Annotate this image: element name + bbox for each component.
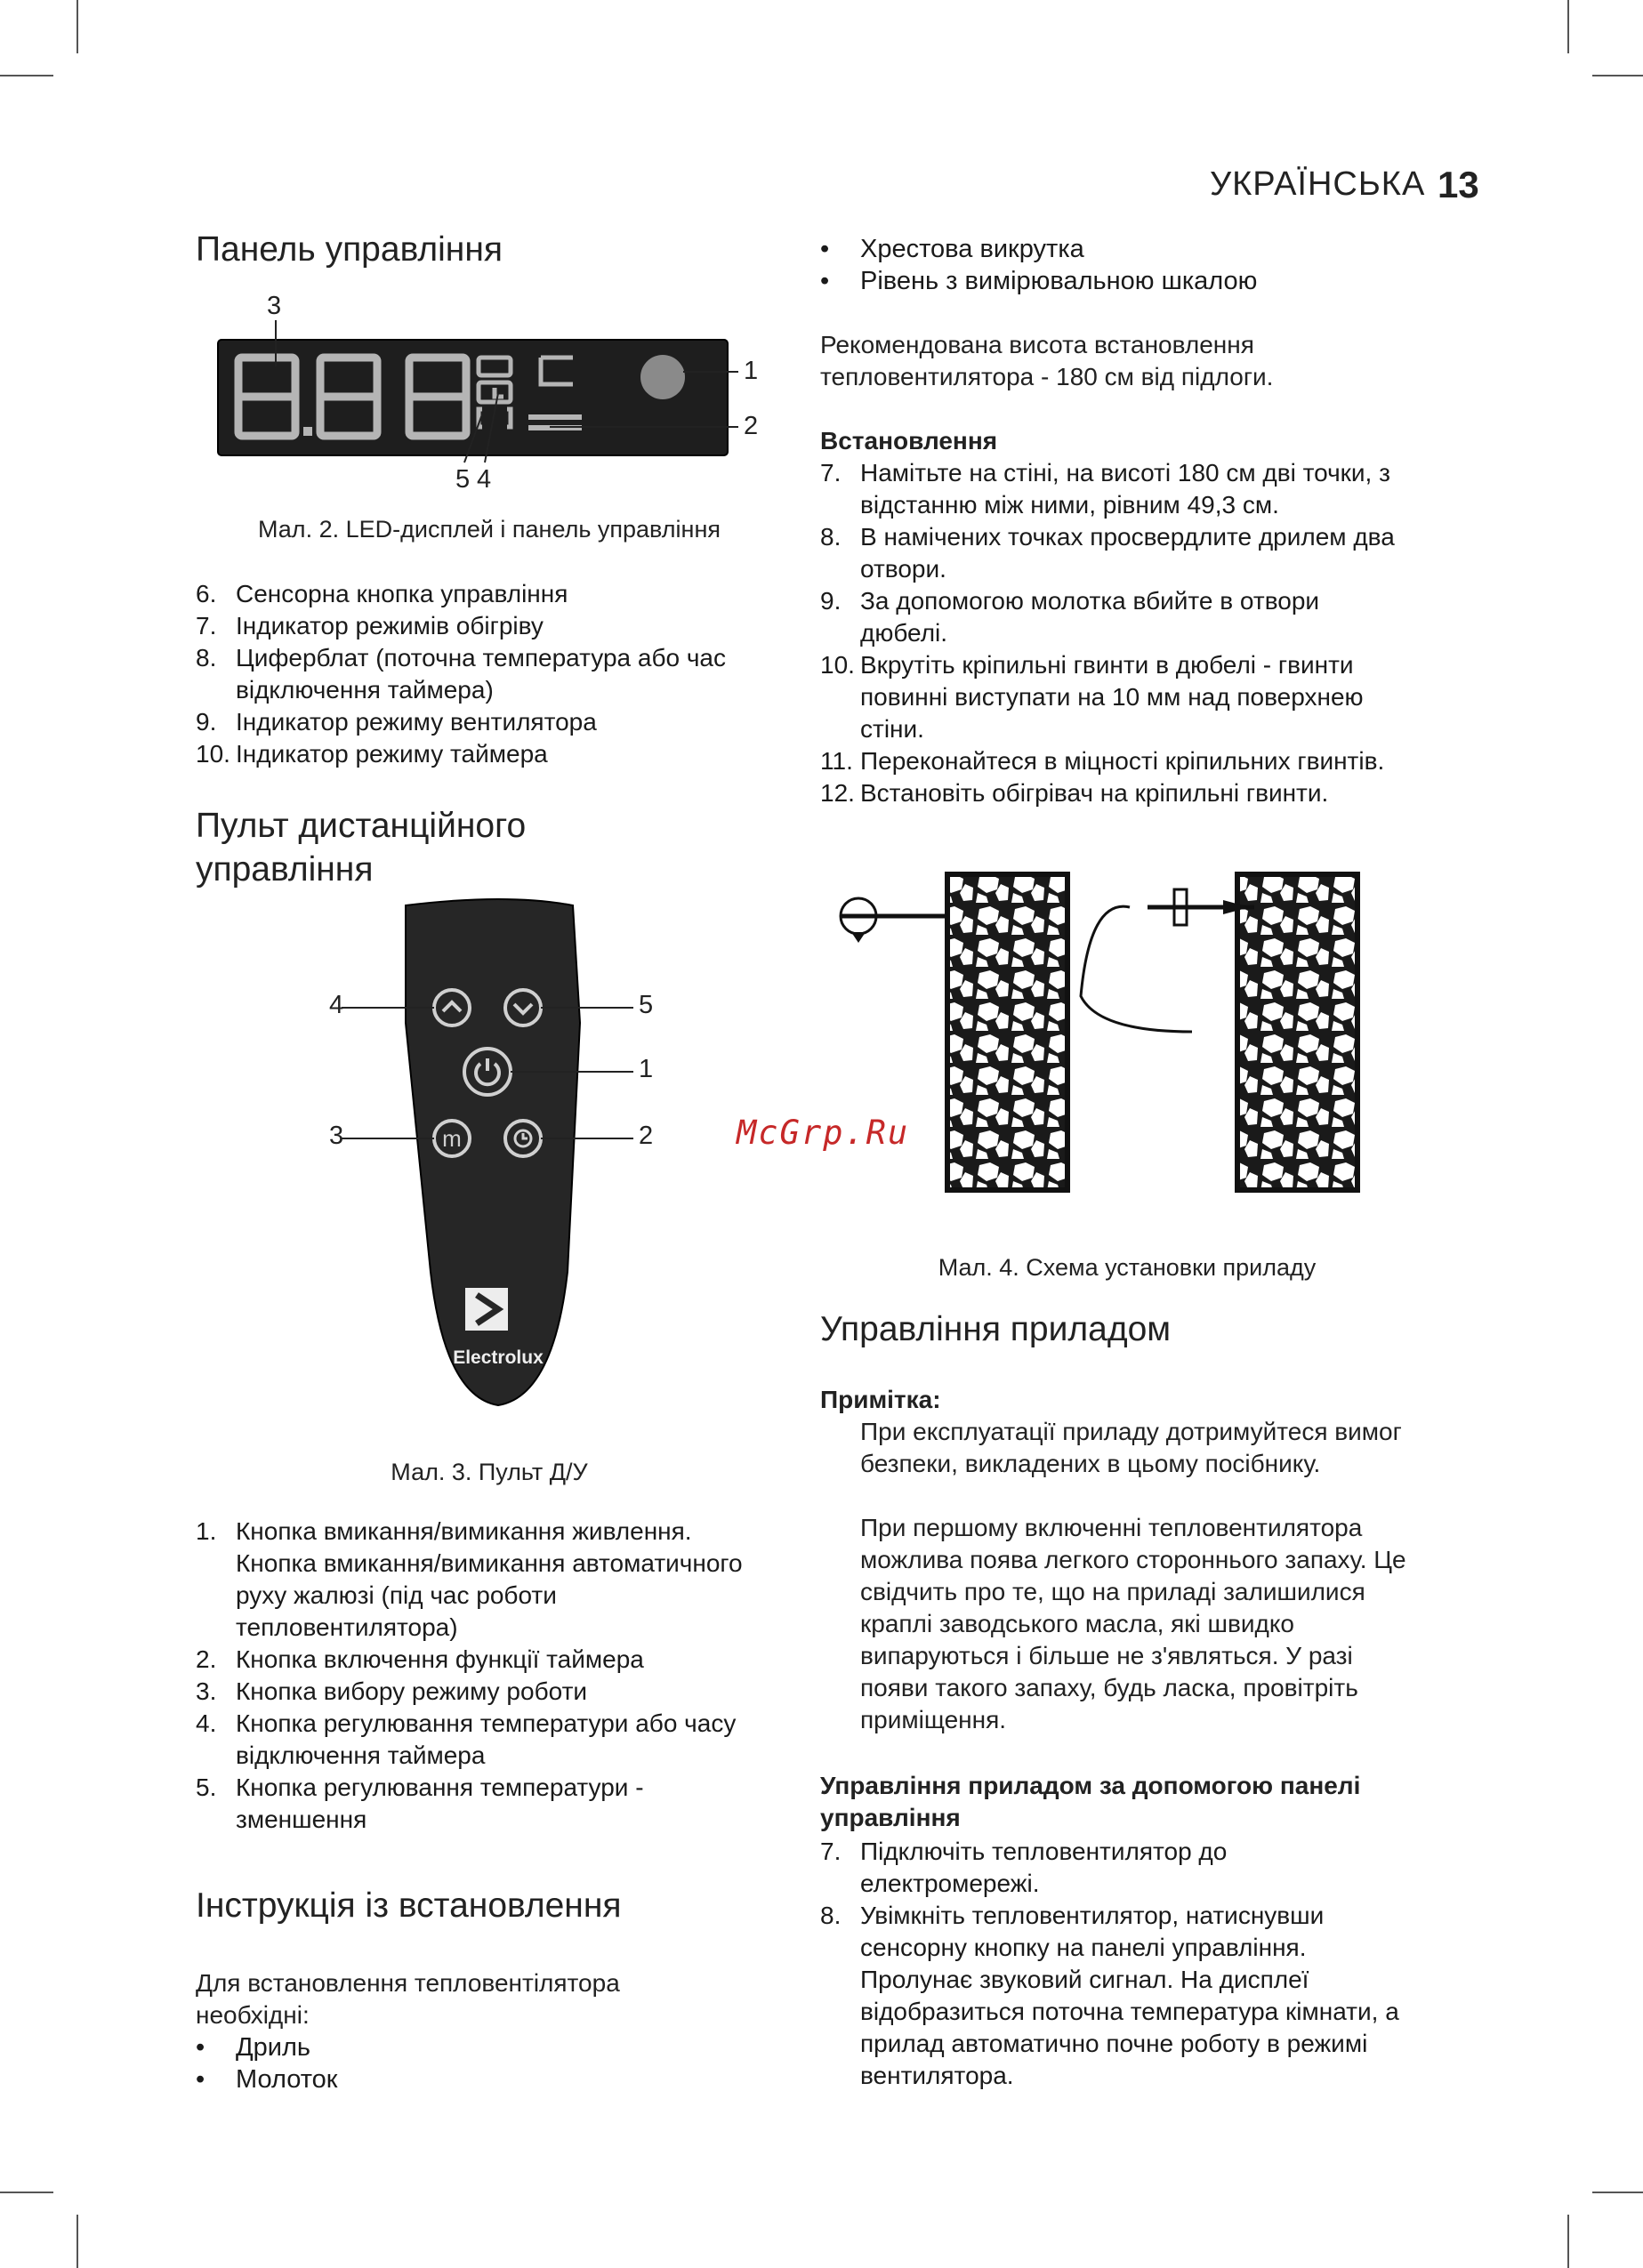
- installation-heading: Встановлення: [820, 427, 998, 454]
- crop-mark: [0, 2192, 53, 2193]
- section-title-control-panel: Панель управління: [196, 230, 503, 269]
- section-title-remote: Пульт дистанційного управління: [196, 807, 527, 889]
- heater-panel-right: [1237, 874, 1357, 1190]
- panel-operation-heading: Управління приладом за допомогою панелі управління: [820, 1772, 1361, 1831]
- note-paragraph-2: При першому включенні тепловентилятора можлива поява легкого стороннього запаху. Це свідчить про те, що на приладі залишилися краплі заводського масла, які швидко випаруються і більше не з'являться. У разі появи такого запаху, будь ласка, провітріть приміщення.: [860, 1514, 1406, 1733]
- callout-1: 1: [639, 1055, 654, 1083]
- language-label: УКРАЇНСЬКА: [1210, 165, 1426, 203]
- list-item: 10. Індикатор режиму таймера: [196, 740, 548, 768]
- crop-mark: [1592, 2192, 1643, 2193]
- list-item: 8. Циферблат (поточна температура або час відключення таймера): [196, 644, 726, 704]
- list-item: 11. Переконайтеся в міцності кріпильних гвинтів.: [820, 747, 1385, 775]
- figure-4-caption: Мал. 4. Схема установки приладу: [938, 1254, 1317, 1281]
- rotate-arrow-icon: [851, 932, 866, 943]
- list-item: 12. Встановіть обігрівач на кріпильні гвинти.: [820, 779, 1329, 807]
- installation-figure: [832, 872, 1365, 1210]
- list-item: 4. Кнопка регулювання температури або часу відключення таймера: [196, 1709, 737, 1769]
- list-item: 9. За допомогою молотка вбийте в отвори дюбелі.: [820, 587, 1320, 647]
- page-number: 13: [1438, 164, 1479, 205]
- crop-mark: [1592, 75, 1643, 76]
- control-panel-list: [196, 578, 765, 770]
- crop-mark: [77, 2215, 78, 2268]
- recommended-height: Рекомендована висота встановлення тепловентилятора - 180 см від підлоги.: [820, 331, 1274, 390]
- callout-4: 4: [477, 465, 492, 494]
- remote-figure: [320, 898, 676, 1414]
- led-panel-figure: [196, 292, 765, 494]
- list-item: • Рівень з вимірювальною шкалою: [820, 267, 1258, 295]
- figure-3-caption: Мал. 3. Пульт Д/У: [391, 1459, 588, 1485]
- note-label: Примітка:: [820, 1386, 941, 1413]
- callout-1: 1: [744, 357, 759, 385]
- crop-mark: [77, 0, 78, 53]
- remote-list: [196, 1516, 774, 1836]
- installation-steps: [820, 457, 1407, 809]
- m-icon: m: [442, 1125, 462, 1152]
- callout-3: 3: [267, 292, 282, 320]
- list-item: 6. Сенсорна кнопка управління: [196, 580, 568, 607]
- installation-drawing: [832, 872, 1365, 1210]
- led-panel-drawing: [196, 294, 765, 489]
- heater-panel-left: [947, 874, 1067, 1190]
- list-item: 3. Кнопка вибору режиму роботи: [196, 1677, 588, 1705]
- list-item: 8. В намічених точках просвердлите дрилем два отвори.: [820, 523, 1395, 583]
- callout-5: 5: [455, 465, 471, 494]
- tools-list: [196, 2031, 694, 2095]
- section-title-operation: Управління приладом: [820, 1310, 1172, 1348]
- callout-2: 2: [744, 412, 759, 440]
- callout-3: 3: [329, 1122, 344, 1150]
- callout-5: 5: [639, 991, 654, 1019]
- list-item: • Хрестова викрутка: [820, 235, 1084, 263]
- brand-label: Electrolux: [453, 1347, 544, 1368]
- list-item: 10. Вкрутіть кріпильні гвинти в дюбелі - гвинти повинні виступати на 10 мм над поверхнею стіни.: [820, 651, 1364, 743]
- callout-2: 2: [639, 1122, 654, 1150]
- callout-4: 4: [329, 991, 344, 1019]
- section-title-installation: Інструкція із встановлення: [196, 1886, 622, 1925]
- crop-mark: [1567, 2215, 1569, 2268]
- tools-list-continued: [820, 233, 1425, 297]
- remote-drawing: [320, 898, 676, 1414]
- crop-mark: [0, 75, 53, 76]
- list-item: • Дриль: [196, 2033, 310, 2062]
- list-item: 1. Кнопка вмикання/вимикання живлення. Кнопка вмикання/вимикання автоматичного руху жалюзі (під час роботи тепловентилятора): [196, 1517, 743, 1641]
- watermark: McGrp.Ru: [737, 1114, 910, 1152]
- list-item: 8. Увімкніть тепловентилятор, натиснувши сенсорну кнопку на панелі управління. Пролунає звуковий сигнал. На дисплеї відобразиться поточна температура кімнати, а прилад автоматично почне роботу в режимі вентилятора.: [820, 1902, 1399, 2089]
- panel-operation-steps: [820, 1836, 1407, 2092]
- list-item: 7. Підключіть тепловентилятор до електромережі.: [820, 1838, 1228, 1897]
- list-item: 7. Намітьте на стіні, на висоті 180 см дві точки, з відстанню між ними, рівним 49,3 см.: [820, 459, 1390, 519]
- list-item: 5. Кнопка регулювання температури - зменшення: [196, 1773, 644, 1833]
- crop-mark: [1567, 0, 1569, 53]
- installation-intro: Для встановлення тепловентілятора необхідні:: [196, 1969, 620, 2029]
- note-paragraph-1: При експлуатації приладу дотримуйтеся вимог безпеки, викладених в цьому посібнику.: [860, 1418, 1402, 1477]
- list-item: • Молоток: [196, 2065, 338, 2094]
- list-item: 7. Індикатор режимів обігріву: [196, 612, 544, 639]
- touch-button-icon: [640, 355, 685, 399]
- figure-2-caption: Мал. 2. LED-дисплей і панель управління: [258, 516, 721, 543]
- list-item: 2. Кнопка включення функції таймера: [196, 1645, 644, 1673]
- list-item: 9. Індикатор режиму вентилятора: [196, 708, 597, 736]
